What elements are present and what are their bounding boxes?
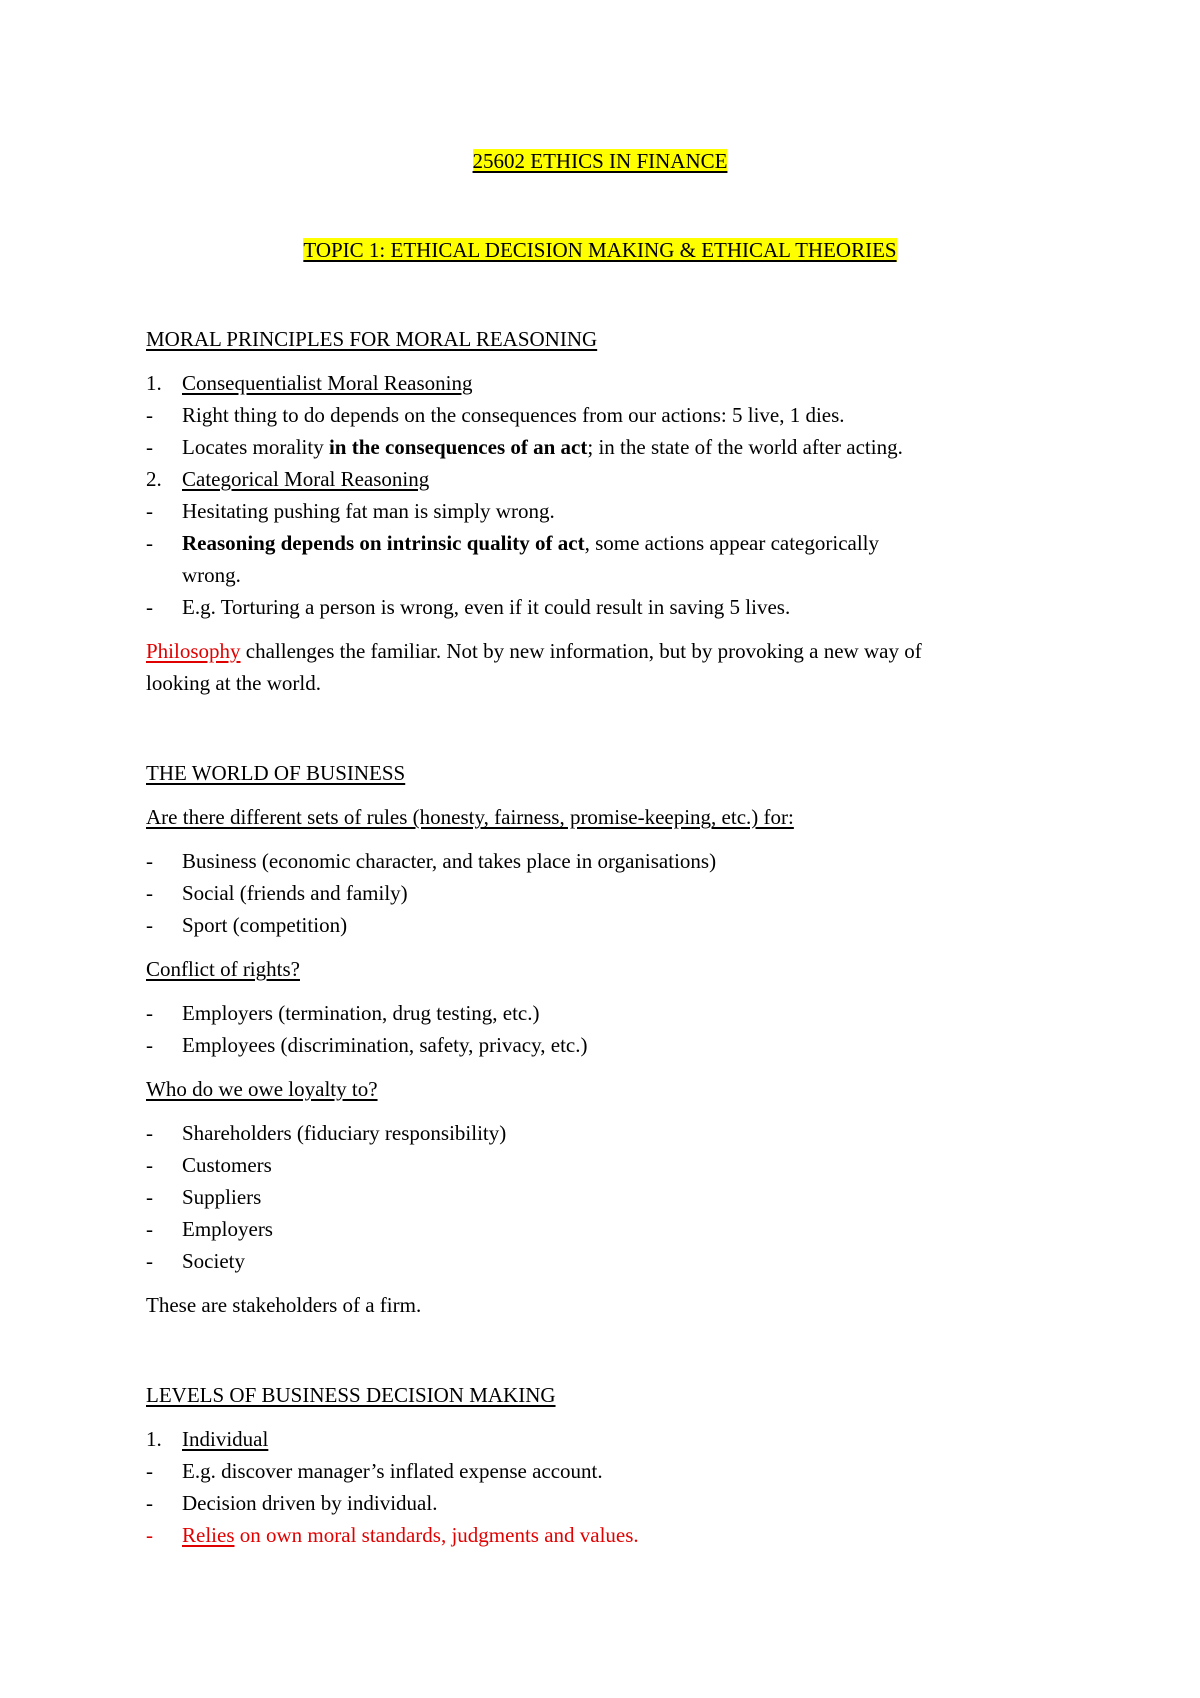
section-heading-levels: LEVELS OF BUSINESS DECISION MAKING [146,1383,556,1407]
bullet-item: - Society [146,1249,245,1273]
paragraph-continuation: looking at the world. [146,671,321,695]
bullet-item: - Reasoning depends on intrinsic quality of act, some actions appear categorically [146,531,880,555]
bullet-item: - Employers (termination, drug testing, etc.) [146,1001,540,1025]
bullet-item: - Customers [146,1153,272,1177]
paragraph: These are stakeholders of a firm. [146,1293,422,1317]
section-heading-world-of-business: THE WORLD OF BUSINESS [146,761,406,785]
question-heading: Who do we owe loyalty to? [146,1077,378,1101]
bullet-item: - Employers [146,1217,273,1241]
paragraph: Philosophy challenges the familiar. Not by new information, but by provoking a new way of [146,639,922,663]
bullet-item: - Business (economic character, and takes place in organisations) [146,849,717,873]
bullet-item: - Hesitating pushing fat man is simply wrong. [146,499,555,523]
bullet-item: - Employees (discrimination, safety, privacy, etc.) [146,1033,588,1057]
section-heading-moral-principles: MORAL PRINCIPLES FOR MORAL REASONING [146,327,598,351]
bullet-item: - Decision driven by individual. [146,1491,438,1515]
bullet-item: - Locates morality in the consequences of an act; in the state of the world after acting. [146,435,903,459]
course-title: 25602 ETHICS IN FINANCE [472,149,728,173]
question-heading: Are there different sets of rules (honesty, fairness, promise-keeping, etc.) for: [146,805,794,829]
bullet-item: - E.g. discover manager’s inflated expense account. [146,1459,603,1483]
numbered-item: 1. Consequentialist Moral Reasoning [146,371,473,395]
numbered-item: 2. Categorical Moral Reasoning [146,467,430,491]
bullet-item: - Social (friends and family) [146,881,408,905]
bullet-continuation: wrong. [182,563,241,587]
question-heading: Conflict of rights? [146,957,300,981]
bullet-item: - Relies on own moral standards, judgments and values. [146,1523,639,1547]
bullet-item: - Right thing to do depends on the consequences from our actions: 5 live, 1 dies. [146,403,845,427]
bullet-item: - E.g. Torturing a person is wrong, even if it could result in saving 5 lives. [146,595,791,619]
numbered-item: 1. Individual [146,1427,269,1451]
topic-title: TOPIC 1: ETHICAL DECISION MAKING & ETHICAL THEORIES [303,238,897,262]
bullet-item: - Shareholders (fiduciary responsibility) [146,1121,507,1145]
bullet-item: - Suppliers [146,1185,262,1209]
bullet-item: - Sport (competition) [146,913,348,937]
